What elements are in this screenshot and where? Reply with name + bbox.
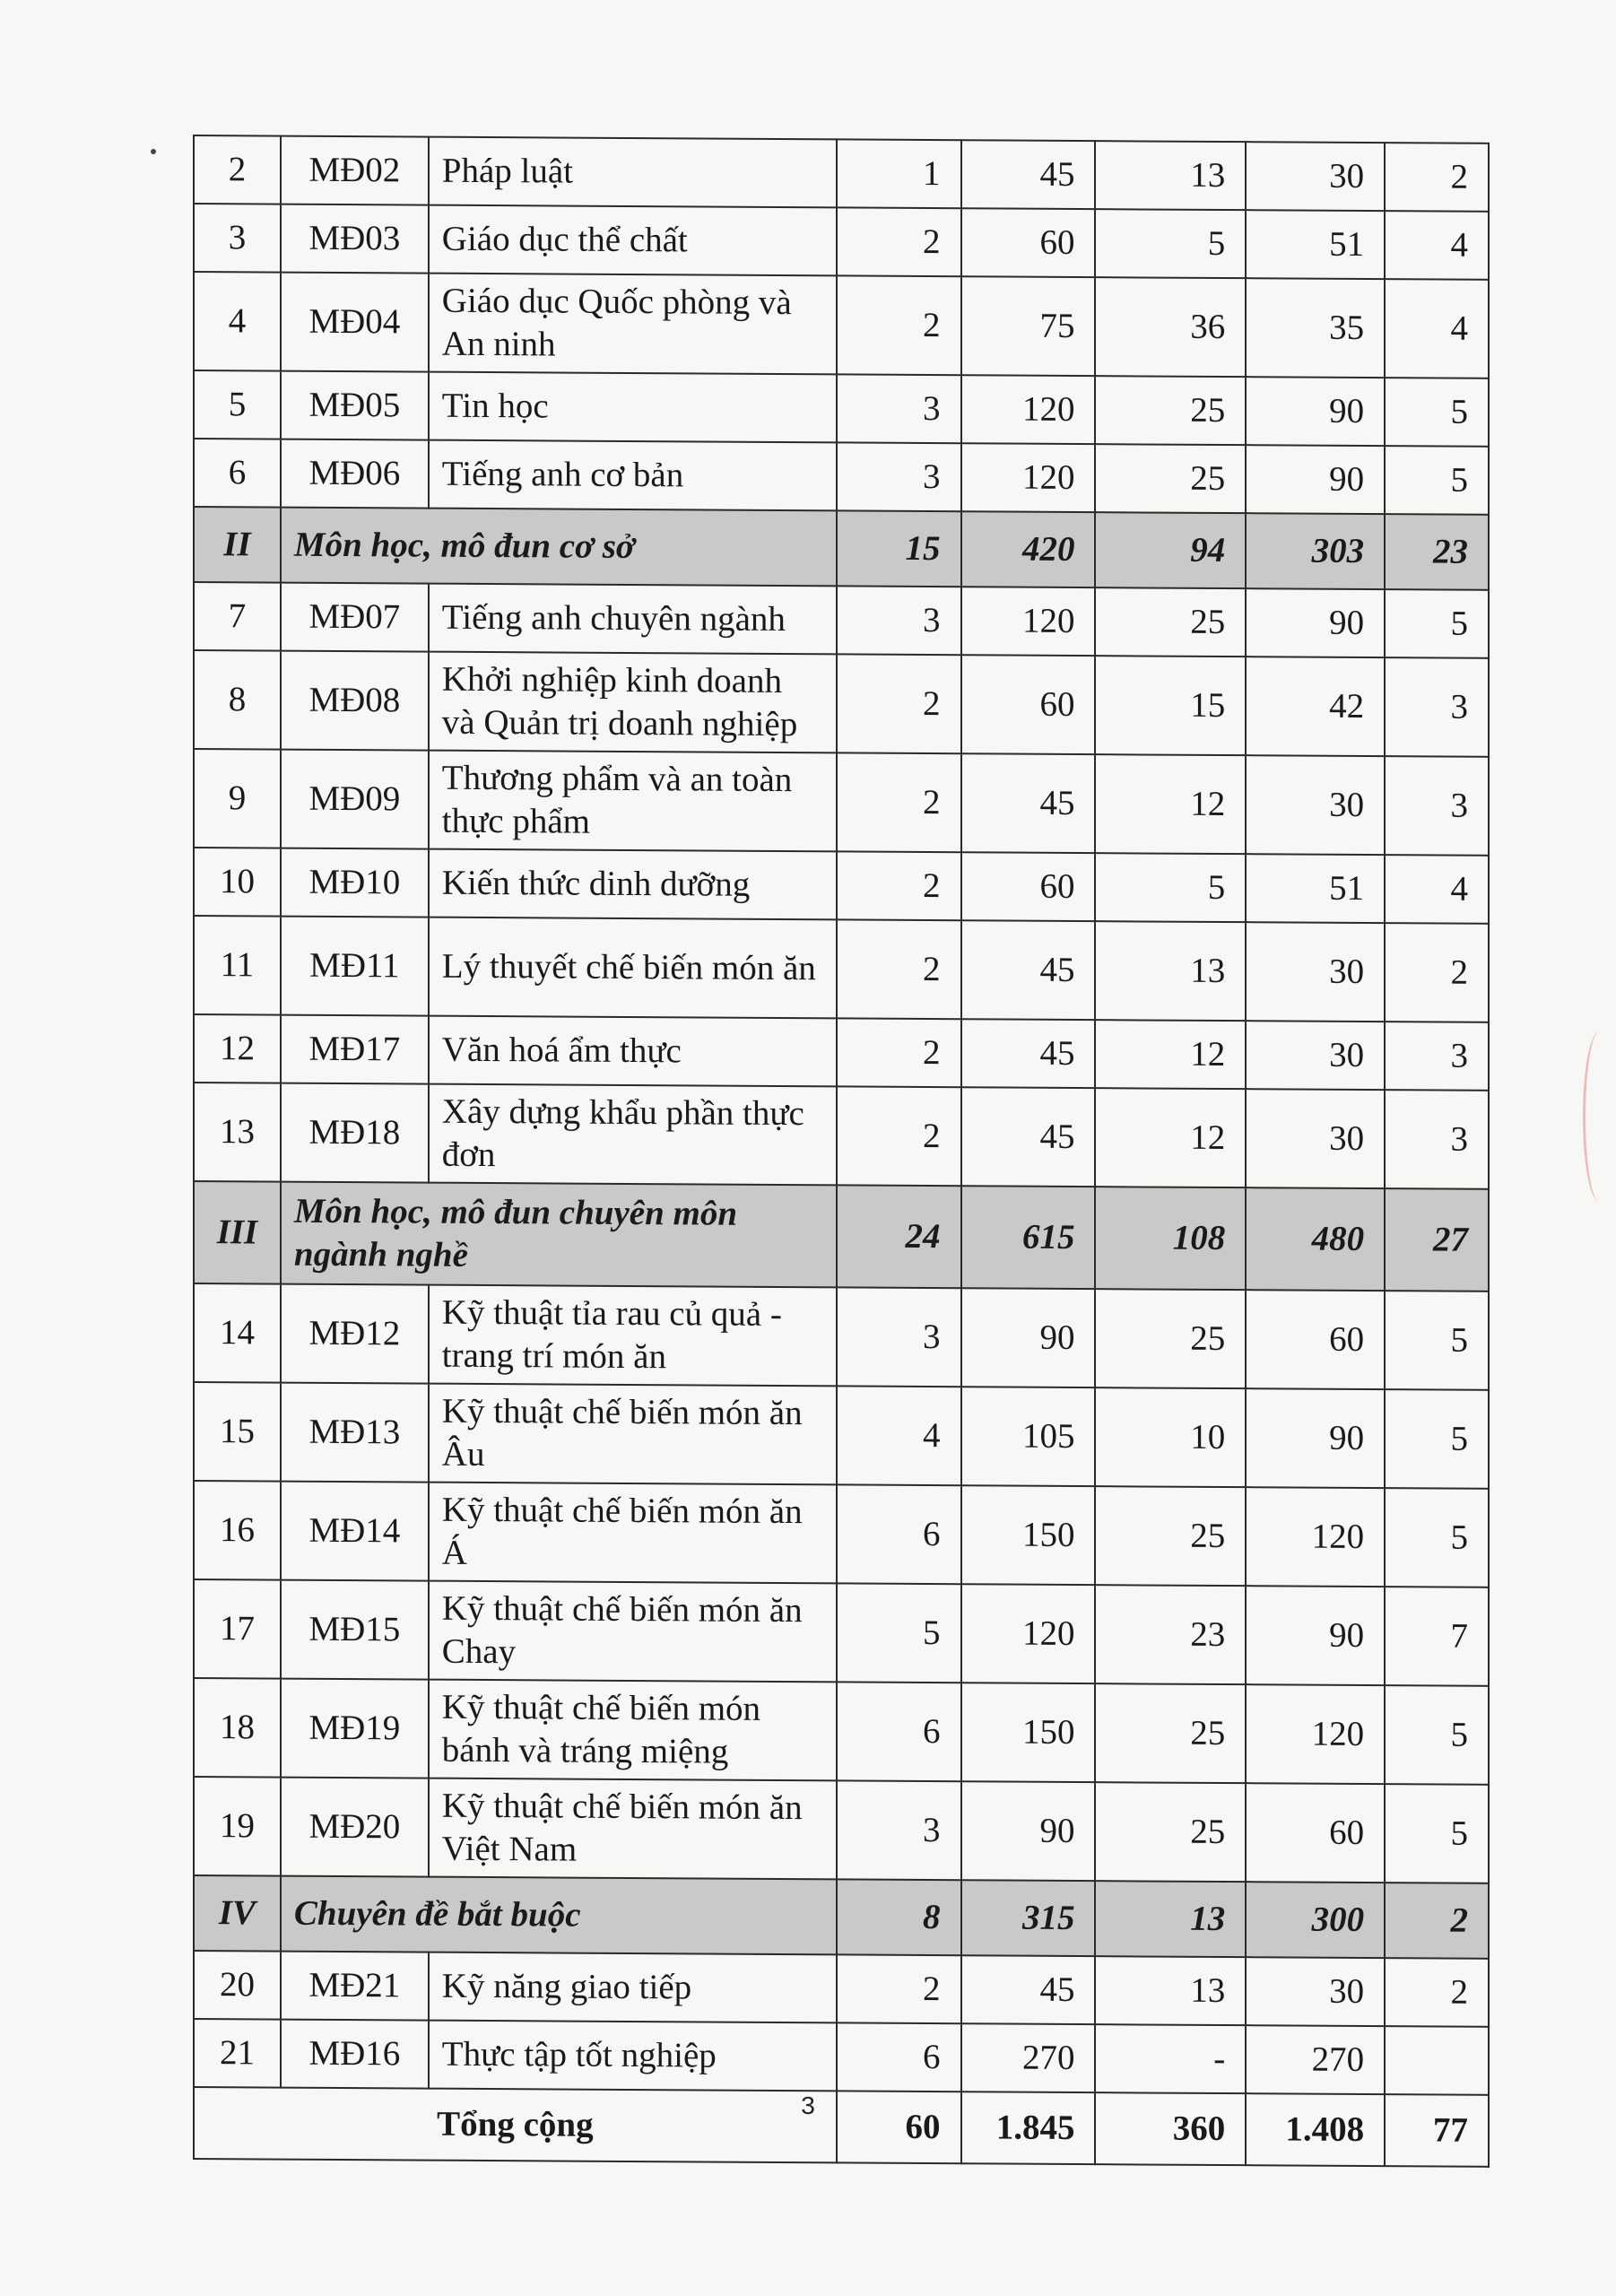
- theory-hours-cell: 13: [1095, 141, 1246, 210]
- total-hours-cell: 90: [961, 1288, 1096, 1387]
- total-hours-cell: 150: [961, 1683, 1096, 1782]
- table-row: [194, 1083, 1489, 1189]
- credits-cell: 2: [837, 1086, 961, 1186]
- row-number: 20: [194, 1951, 281, 2020]
- curriculum-table: [193, 135, 1490, 2168]
- module-code: MĐ06: [281, 439, 429, 509]
- exam-hours-cell: 23: [1385, 514, 1489, 590]
- module-code: MĐ19: [281, 1679, 429, 1779]
- theory-hours-cell: 25: [1095, 587, 1246, 657]
- row-number: 7: [194, 582, 281, 651]
- practice-hours-cell: 303: [1246, 513, 1385, 589]
- practice-hours-cell: 120: [1246, 1684, 1385, 1784]
- total-hours-cell: 60: [961, 655, 1096, 754]
- section-row: [194, 1875, 1489, 1959]
- table-row: [194, 370, 1489, 447]
- module-code: MĐ05: [281, 371, 429, 440]
- theory-hours-cell: 23: [1095, 1585, 1246, 1684]
- table-row: [194, 916, 1489, 1022]
- exam-hours-cell: 3: [1385, 756, 1489, 856]
- module-code: MĐ03: [281, 204, 429, 274]
- practice-hours-cell: 300: [1246, 1882, 1385, 1958]
- row-number: 2: [194, 135, 281, 204]
- credits-cell: 2: [837, 207, 961, 276]
- scan-dot: [151, 149, 156, 154]
- practice-hours-cell: 90: [1246, 445, 1385, 514]
- total-hours-cell: 105: [961, 1387, 1096, 1486]
- exam-hours-cell: 5: [1385, 1291, 1489, 1390]
- section-number: II: [194, 507, 281, 583]
- table-row: [194, 749, 1489, 856]
- table-body: [194, 135, 1489, 2167]
- exam-hours-cell: 3: [1385, 657, 1489, 757]
- theory-hours-cell: 13: [1095, 1956, 1246, 2025]
- practice-hours-cell: 30: [1246, 142, 1385, 211]
- total-theory-hours: 360: [1095, 2092, 1246, 2165]
- total-hours-cell: 45: [961, 753, 1096, 853]
- practice-hours-cell: 90: [1246, 377, 1385, 446]
- exam-hours-cell: 4: [1385, 855, 1489, 924]
- row-number: 13: [194, 1083, 281, 1182]
- credits-cell: 2: [837, 1954, 961, 2023]
- practice-hours-cell: 30: [1246, 922, 1385, 1022]
- section-row: [194, 507, 1489, 590]
- total-label: Tổng cộng: [194, 2087, 837, 2162]
- exam-hours-cell: 5: [1385, 1389, 1489, 1489]
- credits-cell: 6: [837, 2022, 961, 2092]
- table-row: [194, 1951, 1489, 2027]
- practice-hours-cell: 270: [1246, 2025, 1385, 2094]
- credits-cell: 4: [837, 1386, 961, 1485]
- credits-cell: 15: [837, 510, 961, 587]
- page-number: 3: [801, 2092, 815, 2119]
- module-code: MĐ04: [281, 273, 429, 372]
- total-hours-cell: 45: [961, 1955, 1096, 2024]
- credits-cell: 3: [837, 374, 961, 443]
- table-row: [194, 2019, 1489, 2095]
- module-code: MĐ20: [281, 1778, 429, 1877]
- credits-cell: 6: [837, 1484, 961, 1584]
- theory-hours-cell: -: [1095, 2024, 1246, 2093]
- practice-hours-cell: 60: [1246, 1783, 1385, 1883]
- module-name: Pháp luật: [429, 137, 837, 208]
- theory-hours-cell: 12: [1095, 1020, 1246, 1089]
- credits-cell: 2: [837, 275, 961, 375]
- credits-cell: 1: [837, 139, 961, 208]
- theory-hours-cell: 5: [1095, 853, 1246, 922]
- module-code: MĐ16: [281, 2020, 429, 2089]
- section-title: Chuyên đề bắt buộc: [281, 1876, 837, 1955]
- module-code: MĐ02: [281, 136, 429, 205]
- module-code: MĐ10: [281, 848, 429, 918]
- practice-hours-cell: 120: [1246, 1487, 1385, 1587]
- practice-hours-cell: 30: [1246, 1957, 1385, 2026]
- row-number: 11: [194, 916, 281, 1015]
- total-hours-cell: 315: [961, 1880, 1096, 1956]
- row-number: 21: [194, 2019, 281, 2088]
- module-name: Giáo dục thể chất: [429, 205, 837, 276]
- module-code: MĐ07: [281, 583, 429, 652]
- table-row: [194, 1579, 1489, 1686]
- table-row: [194, 582, 1489, 658]
- table-row: [194, 135, 1489, 212]
- module-name: Kỹ thuật chế biến món ăn Á: [429, 1483, 837, 1584]
- credits-cell: 24: [837, 1185, 961, 1288]
- credits-cell: 3: [837, 1287, 961, 1387]
- total-hours-cell: 150: [961, 1485, 1096, 1585]
- practice-hours-cell: 30: [1246, 1089, 1385, 1188]
- credits-cell: 3: [837, 1780, 961, 1880]
- section-number: IV: [194, 1875, 281, 1952]
- module-code: MĐ14: [281, 1482, 429, 1581]
- practice-hours-cell: 60: [1246, 1290, 1385, 1389]
- module-code: MĐ11: [281, 917, 429, 1016]
- total-hours-cell: 120: [961, 587, 1096, 656]
- practice-hours-cell: 35: [1246, 278, 1385, 378]
- module-name: Kỹ thuật chế biến món ăn Chay: [429, 1581, 837, 1683]
- table-row: [194, 1678, 1489, 1785]
- total-hours: 1.845: [961, 2092, 1096, 2164]
- module-name: Kiến thức dinh dưỡng: [429, 849, 837, 920]
- section-title: Môn học, mô đun cơ sở: [281, 508, 837, 587]
- section-row: [194, 1181, 1489, 1292]
- module-name: Giáo dục Quốc phòng và An ninh: [429, 274, 837, 375]
- exam-hours-cell: 27: [1385, 1188, 1489, 1292]
- theory-hours-cell: 13: [1095, 1881, 1246, 1957]
- module-name: Lý thuyết chế biến món ăn: [429, 918, 837, 1019]
- credits-cell: 5: [837, 1583, 961, 1683]
- theory-hours-cell: 12: [1095, 754, 1246, 854]
- credits-cell: 2: [837, 654, 961, 753]
- table-row: [194, 1382, 1489, 1489]
- total-credits: 60: [837, 2091, 961, 2163]
- module-name: Thực tập tốt nghiệp: [429, 2021, 837, 2092]
- practice-hours-cell: 30: [1246, 1021, 1385, 1090]
- module-code: MĐ18: [281, 1083, 429, 1183]
- theory-hours-cell: 10: [1095, 1387, 1246, 1487]
- table-row: [194, 272, 1489, 378]
- credits-cell: 8: [837, 1879, 961, 1955]
- theory-hours-cell: 94: [1095, 512, 1246, 588]
- row-number: 4: [194, 272, 281, 371]
- exam-hours-cell: 5: [1385, 589, 1489, 658]
- total-hours-cell: 60: [961, 852, 1096, 921]
- total-hours-cell: 45: [961, 1019, 1096, 1088]
- exam-hours-cell: 5: [1385, 1488, 1489, 1587]
- row-number: 15: [194, 1382, 281, 1482]
- row-number: 3: [194, 204, 281, 273]
- exam-hours-cell: 5: [1385, 1784, 1489, 1883]
- theory-hours-cell: 13: [1095, 921, 1246, 1021]
- total-hours-cell: 120: [961, 443, 1096, 512]
- section-number: III: [194, 1181, 281, 1284]
- theory-hours-cell: 108: [1095, 1187, 1246, 1290]
- total-hours-cell: 615: [961, 1186, 1096, 1289]
- practice-hours-cell: 51: [1246, 210, 1385, 279]
- practice-hours-cell: 480: [1246, 1187, 1385, 1291]
- credits-cell: 3: [837, 442, 961, 511]
- theory-hours-cell: 25: [1095, 1782, 1246, 1882]
- credits-cell: 6: [837, 1682, 961, 1781]
- table-row: [194, 1283, 1489, 1390]
- table-row: [194, 204, 1489, 280]
- practice-hours-cell: 90: [1246, 1388, 1385, 1488]
- module-code: MĐ08: [281, 651, 429, 751]
- module-name: Tin học: [429, 372, 837, 443]
- theory-hours-cell: 25: [1095, 444, 1246, 513]
- row-number: 17: [194, 1579, 281, 1679]
- total-hours-cell: 75: [961, 276, 1096, 376]
- theory-hours-cell: 5: [1095, 209, 1246, 278]
- credits-cell: 2: [837, 919, 961, 1019]
- practice-hours-cell: 90: [1246, 588, 1385, 657]
- table-row: [194, 650, 1489, 757]
- module-code: MĐ17: [281, 1015, 429, 1084]
- row-number: 6: [194, 439, 281, 508]
- practice-hours-cell: 51: [1246, 854, 1385, 923]
- module-name: Tiếng anh chuyên ngành: [429, 584, 837, 655]
- total-hours-cell: 90: [961, 1781, 1096, 1881]
- row-number: 9: [194, 749, 281, 848]
- module-code: MĐ09: [281, 750, 429, 849]
- credits-cell: 2: [837, 851, 961, 920]
- exam-hours-cell: 7: [1385, 1587, 1489, 1686]
- section-title: Môn học, mô đun chuyên môn ngành nghề: [281, 1182, 837, 1288]
- credits-cell: 2: [837, 1018, 961, 1087]
- exam-hours-cell: 3: [1385, 1090, 1489, 1189]
- total-hours-cell: 270: [961, 2023, 1096, 2092]
- module-name: Kỹ năng giao tiếp: [429, 1952, 837, 2023]
- total-hours-cell: 45: [961, 140, 1096, 209]
- theory-hours-cell: 25: [1095, 1683, 1246, 1783]
- table-row: [194, 439, 1489, 515]
- module-code: MĐ21: [281, 1952, 429, 2021]
- practice-hours-cell: 30: [1246, 755, 1385, 855]
- credits-cell: 2: [837, 752, 961, 852]
- curriculum-table-container: [193, 135, 1490, 2168]
- module-name: Kỹ thuật chế biến món ăn Âu: [429, 1384, 837, 1485]
- module-name: Khởi nghiệp kinh doanh và Quản trị doanh nghiệp: [429, 652, 837, 753]
- exam-hours-cell: 2: [1385, 143, 1489, 212]
- exam-hours-cell: 2: [1385, 1883, 1489, 1959]
- total-hours-cell: 45: [961, 920, 1096, 1020]
- table-row: [194, 1481, 1489, 1587]
- total-hours-cell: 60: [961, 208, 1096, 277]
- exam-hours-cell: 3: [1385, 1022, 1489, 1091]
- table-row: [194, 1777, 1489, 1883]
- row-number: 19: [194, 1777, 281, 1876]
- credits-cell: 3: [837, 586, 961, 655]
- theory-hours-cell: 36: [1095, 277, 1246, 377]
- table-row: [194, 1014, 1489, 1091]
- row-number: 5: [194, 370, 281, 439]
- total-hours-cell: 420: [961, 511, 1096, 587]
- row-number: 18: [194, 1678, 281, 1778]
- exam-hours-cell: 5: [1385, 378, 1489, 447]
- exam-hours-cell: 4: [1385, 279, 1489, 378]
- row-number: 8: [194, 650, 281, 750]
- theory-hours-cell: 25: [1095, 376, 1246, 445]
- module-name: Thương phẩm và an toàn thực phẩm: [429, 751, 837, 852]
- row-number: 16: [194, 1481, 281, 1580]
- module-name: Kỹ thuật tỉa rau củ quả - trang trí món ăn: [429, 1285, 837, 1387]
- total-practice-hours: 1.408: [1246, 2093, 1385, 2166]
- practice-hours-cell: 42: [1246, 657, 1385, 756]
- module-name: Kỹ thuật chế biến món bánh và tráng miệng: [429, 1680, 837, 1781]
- row-number: 14: [194, 1283, 281, 1383]
- exam-hours-cell: [1385, 2026, 1489, 2095]
- module-code: MĐ15: [281, 1580, 429, 1680]
- exam-hours-cell: 2: [1385, 1958, 1489, 2027]
- module-name: Xây dựng khẩu phần thực đơn: [429, 1084, 837, 1186]
- total-hours-cell: 120: [961, 1584, 1096, 1683]
- row-number: 10: [194, 848, 281, 917]
- exam-hours-cell: 4: [1385, 211, 1489, 280]
- exam-hours-cell: 5: [1385, 1685, 1489, 1785]
- module-name: Văn hoá ẩm thực: [429, 1016, 837, 1087]
- exam-hours-cell: 5: [1385, 446, 1489, 515]
- module-name: Kỹ thuật chế biến món ăn Việt Nam: [429, 1779, 837, 1880]
- exam-hours-cell: 2: [1385, 923, 1489, 1022]
- theory-hours-cell: 25: [1095, 1289, 1246, 1388]
- red-stamp-fragment: [1583, 1031, 1616, 1202]
- module-code: MĐ12: [281, 1284, 429, 1384]
- row-number: 12: [194, 1014, 281, 1083]
- theory-hours-cell: 15: [1095, 656, 1246, 755]
- total-hours-cell: 45: [961, 1087, 1096, 1187]
- theory-hours-cell: 12: [1095, 1088, 1246, 1187]
- module-name: Tiếng anh cơ bản: [429, 440, 837, 511]
- total-exam-hours: 77: [1385, 2094, 1489, 2167]
- total-hours-cell: 120: [961, 375, 1096, 444]
- table-row: [194, 848, 1489, 924]
- practice-hours-cell: 90: [1246, 1586, 1385, 1685]
- theory-hours-cell: 25: [1095, 1486, 1246, 1586]
- module-code: MĐ13: [281, 1383, 429, 1483]
